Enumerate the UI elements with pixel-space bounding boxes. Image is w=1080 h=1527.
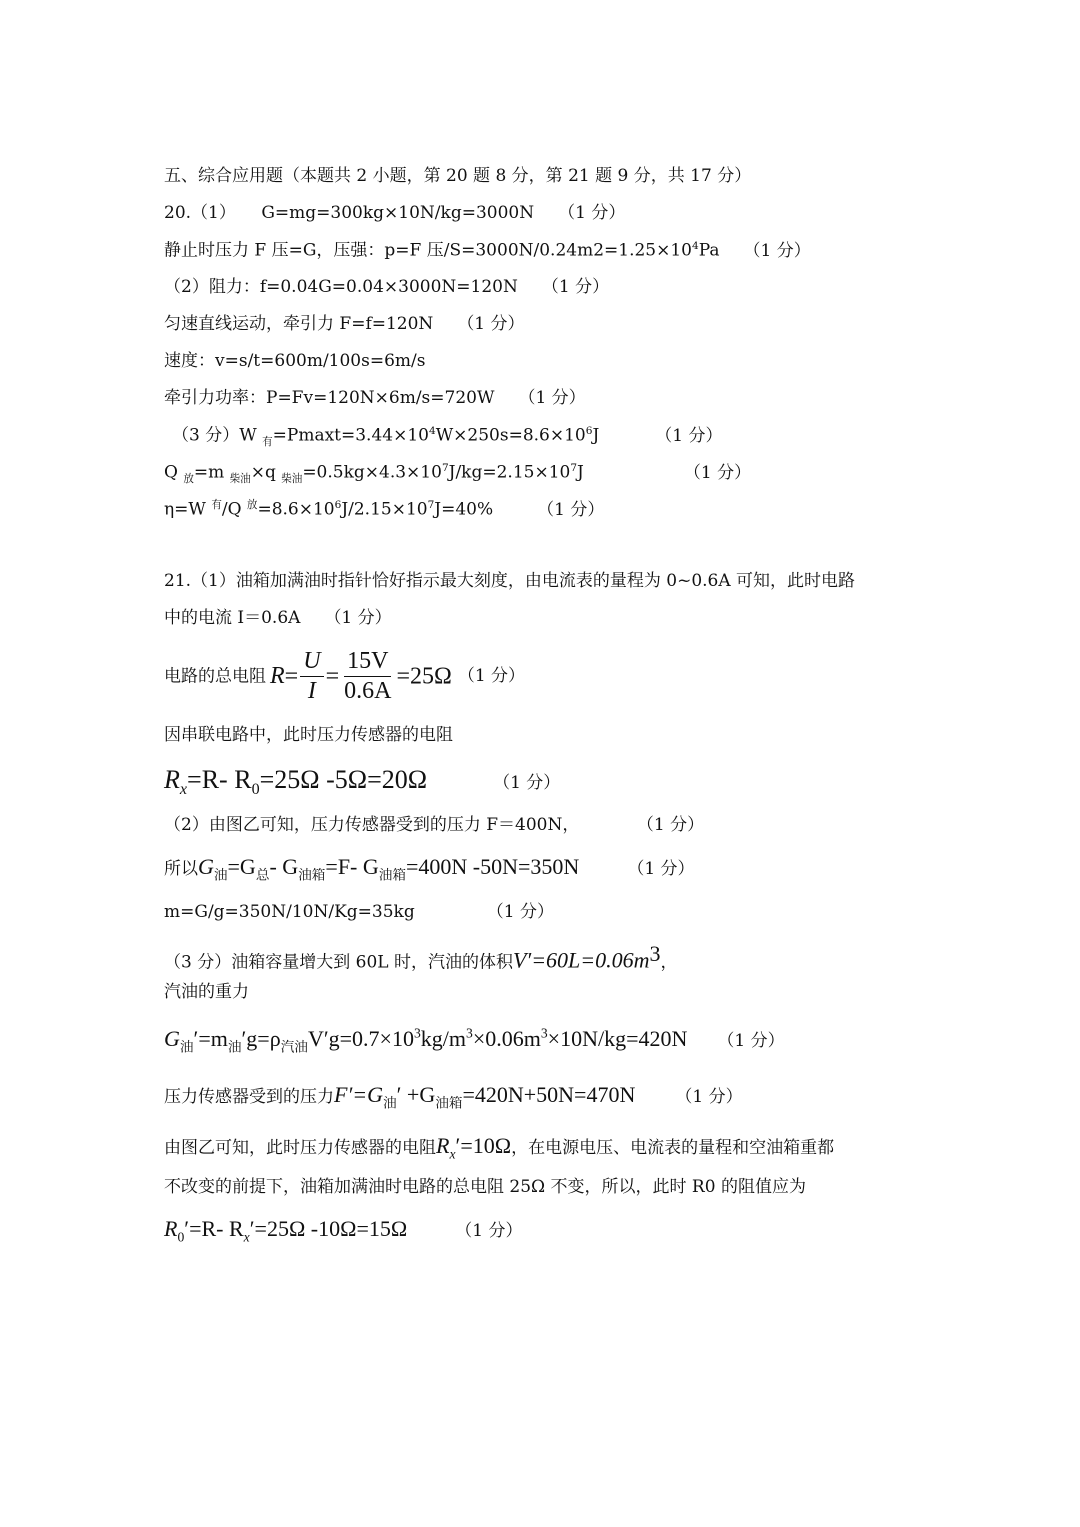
q20-line-3: （2）阻力：f=0.04G=0.04×3000N=120N （1 分）	[164, 277, 610, 297]
q21-line-13: 由图乙可知，此时压力传感器的电阻$R_x'=10\Omega$，在电源电压、电流表的量程和空油箱重都	[164, 1133, 835, 1162]
resistance-symbol: R	[270, 663, 285, 690]
score-mark: （1 分）	[717, 1031, 785, 1052]
score-mark: （1 分）	[683, 462, 752, 483]
q21-line-12: 压力传感器受到的压力$F'=G_油' +G_{油箱}=420N+50N=470N$ （1 分）	[164, 1082, 743, 1111]
section-title: 五、综合应用题（本题共 2 小题，第 20 题 8 分，第 21 题 9 分，共 17 分）	[164, 166, 752, 186]
q20-line-4: 匀速直线运动，牵引力 F=f=120N （1 分）	[164, 314, 525, 334]
score-mark: （1 分）	[675, 1087, 743, 1107]
score-mark: （1 分）	[457, 666, 526, 687]
q21-line-9: （3 分）油箱容量增大到 60L 时，汽油的体积$V'=60L=0.06m^3$，	[164, 941, 678, 973]
score-mark: （1 分）	[655, 425, 723, 446]
q20-line-5: 速度：v=s/t=600m/100s=6m/s	[164, 351, 426, 371]
q21-line-15: $R_0'=R-$ $R_x'=25\Omega$ -10Ω=15Ω （1 分）	[164, 1216, 523, 1245]
q20-line-2: 静止时压力 F 压=G，压强：p=F 压$/S=3000N/0.24m2=1.25\times 10^4Pa$ （1 分）	[164, 240, 811, 261]
score-mark: （1 分）	[486, 902, 554, 922]
q20-line-6: 牵引力功率：P=Fv=120N×6m/s=720W （1 分）	[164, 388, 586, 408]
q21-line-10: 汽油的重力	[164, 982, 249, 1002]
q21-line-7: 所以$G_油=G_总-$ $G_{油箱}=F-$ $G_{油箱}=400N$ -50N=350N （1 分）	[164, 854, 695, 883]
score-mark: （1 分）	[645, 815, 705, 835]
score-mark: （1 分）	[743, 240, 811, 261]
q20-line-7: （3 分）W $_有=Pmaxt=3.44\times 10^4W\times 250s=8.6\times 10^6J$ （1 分）	[172, 425, 723, 449]
fraction-u-over-i: $\frac{U}{I}$	[300, 648, 323, 705]
score-mark: （1 分）	[493, 773, 561, 793]
q20-line-1: 20.（1） G=mg=300kg×10N/kg=3000N （1 分）	[164, 203, 626, 223]
q20-line-9: η=W $^有$/Q $^放=8.6\times 10^6J/2.15\times 10^7J=40\%$ （1 分）	[164, 499, 605, 520]
score-mark: （1 分）	[457, 314, 525, 334]
score-mark: （1 分）	[627, 859, 695, 879]
score-mark: （1 分）	[537, 499, 605, 520]
q21-line-2: 中的电流 I＝0.6A （1 分）	[164, 608, 392, 628]
q21-line-6: （2）由图乙可知，压力传感器受到的压力 F＝400N， （1 分）	[164, 815, 705, 835]
q21-line-1: 21.（1）油箱加满油时指针恰好指示最大刻度，由电流表的量程为 0~0.6A 可知，此时电路	[164, 571, 856, 591]
fraction-values: $\frac{15V}{0.6A}$	[344, 648, 392, 704]
q21-line-4: 因串联电路中，此时压力传感器的电阻	[164, 725, 453, 745]
q21-line-8: m=G/g=350N/10N/Kg=35kg （1 分）	[164, 902, 554, 922]
score-mark: （1 分）	[541, 277, 610, 297]
q21-line-3: 电路的总电阻 R= $\frac{U}{I}$ = $\frac{15V}{0.6A}$ =25Ω （1 分）	[164, 648, 526, 704]
score-mark: （1 分）	[518, 388, 586, 408]
q21-line-11: $G_油'=m_油'g=\rho_{汽油}V'g=0.7\times 10^3kg/m^3\times 0.06m^3\times 10N/kg=420N$ （1 分）	[164, 1026, 785, 1055]
score-mark: （1 分）	[558, 203, 626, 223]
q21-line-14: 不改变的前提下，油箱加满油时电路的总电阻 25Ω 不变，所以，此时 R0 的阻值应为	[164, 1177, 806, 1197]
q21-line-5: $R_x=R-$ $R_0=25\Omega$ -5Ω=20Ω （1 分）	[164, 765, 561, 799]
q20-line-8: Q $_放$=m $_{柴油}$×q $_{柴油}=0.5kg\times 4.3\times 10^7J/kg=2.15\times 10^7J$ （1 分）	[164, 462, 752, 486]
score-mark: （1 分）	[324, 608, 392, 628]
score-mark: （1 分）	[455, 1221, 523, 1241]
